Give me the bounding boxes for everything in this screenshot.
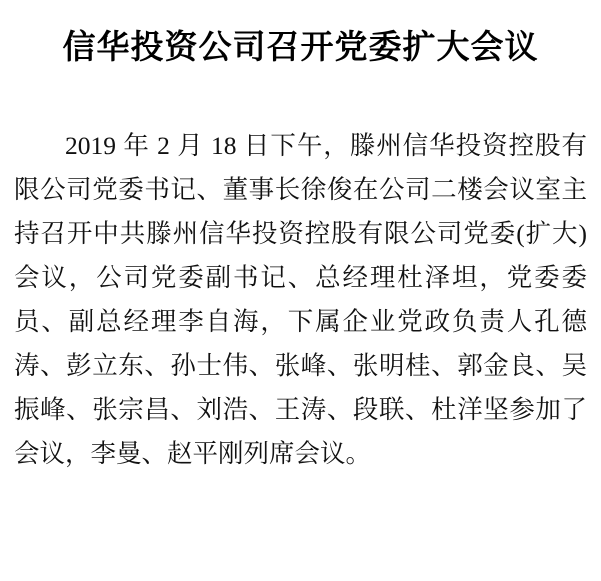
page-title: 信华投资公司召开党委扩大会议 [62, 28, 539, 65]
document-body [0, 124, 601, 476]
body-paragraph: 2019 年 2 月 18 日下午，滕州信华投资控股有限公司党委书记、董事长徐俊在公司二楼会议室主持召开中共滕州信华投资控股有限公司党委(扩大)会议，公司党委副书记、总经理杜泽坦，党委委员、副总经理李自海，下属企业党政负责人孔德涛、彭立东、孙士伟、张峰、张明桂、郭金良、吴振峰、张宗昌、刘浩、王涛、段联、杜洋坚参加了会议，李曼、赵平刚列席会议。 [14, 131, 587, 468]
